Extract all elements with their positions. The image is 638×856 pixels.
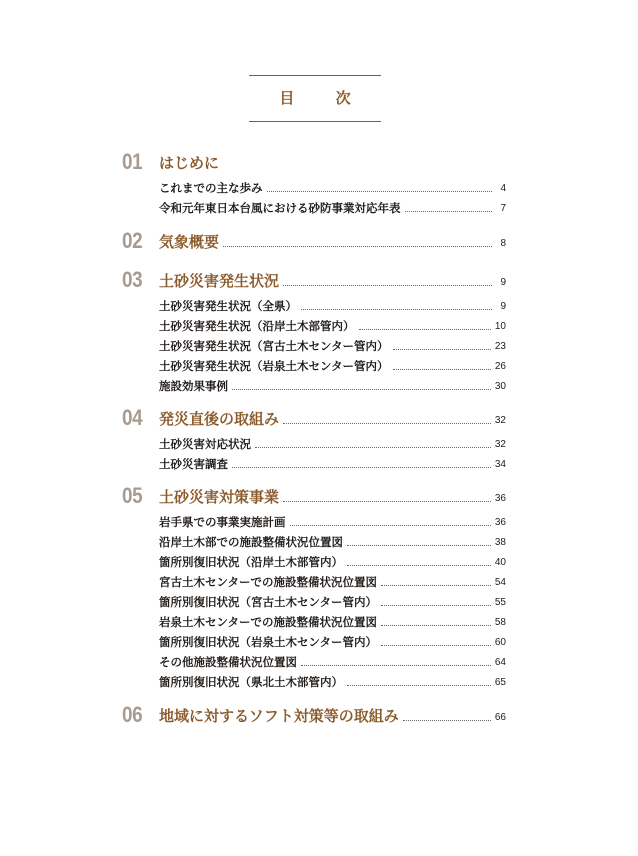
section-heading[interactable]	[159, 150, 269, 174]
toc-entry[interactable]	[159, 452, 506, 472]
entry-page: 23	[494, 341, 506, 352]
section-title: はじめに	[159, 154, 220, 172]
dot-leader	[283, 501, 491, 502]
section-heading[interactable]	[159, 268, 506, 292]
section-number: 04	[122, 405, 143, 430]
toc-entry[interactable]	[159, 630, 506, 650]
toc-entry[interactable]	[159, 510, 506, 530]
entry-title: 土砂災害対応状況	[159, 437, 251, 451]
dot-leader	[301, 309, 492, 310]
entry-title: 施設効果事例	[159, 379, 228, 393]
entry-page: 60	[494, 637, 506, 648]
section-page: 32	[494, 415, 506, 426]
section-title: 発災直後の取組み	[159, 410, 280, 428]
entry-title: 沿岸土木部での施設整備状況位置図	[159, 535, 343, 549]
entry-title: 宮古土木センターでの施設整備状況位置図	[159, 575, 378, 589]
entry-title: 令和元年東日本台風における砂防事業対応年表	[159, 201, 401, 215]
toc-entry[interactable]	[159, 176, 506, 196]
entry-title: 岩泉土木センターでの施設整備状況位置図	[159, 615, 378, 629]
section-title: 土砂災害対策事業	[159, 488, 280, 506]
toc-entry[interactable]	[159, 610, 506, 630]
entry-page: 36	[494, 517, 506, 528]
entry-title: 箇所別復旧状況（沿岸土木部管内）	[159, 555, 343, 569]
section-number: 06	[122, 702, 143, 727]
section-page: 9	[500, 277, 506, 288]
entry-title: その他施設整備状況位置図	[159, 655, 297, 669]
entry-page: 34	[494, 459, 506, 470]
section-number: 01	[122, 149, 143, 174]
dot-leader	[232, 467, 491, 468]
entry-title: 箇所別復旧状況（宮古土木センター管内）	[159, 595, 378, 609]
entry-page: 65	[494, 677, 506, 688]
section-number: 02	[122, 228, 143, 253]
dot-leader	[381, 605, 491, 606]
dot-leader	[381, 645, 491, 646]
toc-entry[interactable]	[159, 196, 506, 216]
section-title: 地域に対するソフト対策等の取組み	[159, 707, 399, 725]
entry-page: 7	[500, 203, 506, 214]
section-heading[interactable]	[159, 406, 506, 430]
toc-entry[interactable]	[159, 530, 506, 550]
section-heading[interactable]	[159, 703, 506, 727]
dot-leader	[381, 585, 491, 586]
dot-leader	[405, 211, 493, 212]
entry-page: 54	[494, 577, 506, 588]
entry-page: 64	[494, 657, 506, 668]
entry-title: 土砂災害発生状況（全県）	[159, 299, 297, 313]
section-page: 66	[494, 712, 506, 723]
dot-leader	[223, 246, 492, 247]
section-heading[interactable]	[159, 229, 506, 253]
section-heading[interactable]	[159, 484, 506, 508]
dot-leader	[347, 685, 491, 686]
toc-entry[interactable]	[159, 354, 506, 374]
entry-title: 土砂災害調査	[159, 457, 228, 471]
title-bottom-rule	[249, 121, 381, 122]
section-page: 8	[500, 238, 506, 249]
section-page: 36	[494, 493, 506, 504]
dot-leader	[347, 565, 491, 566]
title-top-rule	[249, 75, 381, 76]
entry-page: 30	[494, 381, 506, 392]
section-number: 03	[122, 267, 143, 292]
entry-title: 箇所別復旧状況（岩泉土木センター管内）	[159, 635, 378, 649]
entry-page: 38	[494, 537, 506, 548]
dot-leader	[283, 423, 491, 424]
entry-page: 32	[494, 439, 506, 450]
entry-title: 土砂災害発生状況（沿岸土木部管内）	[159, 319, 355, 333]
dot-leader	[301, 665, 491, 666]
section-title: 土砂災害発生状況	[159, 272, 280, 290]
dot-leader	[232, 389, 491, 390]
section-number: 05	[122, 483, 143, 508]
toc-entry[interactable]	[159, 314, 506, 334]
entry-page: 58	[494, 617, 506, 628]
toc-entry[interactable]	[159, 294, 506, 314]
entry-page: 26	[494, 361, 506, 372]
entry-title: これまでの主な歩み	[159, 181, 263, 195]
dot-leader	[267, 191, 493, 192]
dot-leader	[359, 329, 491, 330]
dot-leader	[283, 285, 492, 286]
entry-title: 岩手県での事業実施計画	[159, 515, 286, 529]
entry-page: 55	[494, 597, 506, 608]
entry-title: 土砂災害発生状況（宮古土木センター管内）	[159, 339, 389, 353]
entry-page: 10	[494, 321, 506, 332]
toc-entry[interactable]	[159, 374, 506, 394]
dot-leader	[347, 545, 491, 546]
toc-entry[interactable]	[159, 590, 506, 610]
dot-leader	[381, 625, 491, 626]
toc-entry[interactable]	[159, 650, 506, 670]
toc-entry[interactable]	[159, 570, 506, 590]
dot-leader	[393, 349, 491, 350]
toc-entry[interactable]	[159, 432, 506, 452]
toc-entry[interactable]	[159, 334, 506, 354]
dot-leader	[290, 525, 491, 526]
entry-page: 40	[494, 557, 506, 568]
toc-entry[interactable]	[159, 550, 506, 570]
dot-leader	[403, 720, 491, 721]
entry-page: 9	[500, 301, 506, 312]
entry-page: 4	[500, 183, 506, 194]
entry-title: 箇所別復旧状況（県北土木部管内）	[159, 675, 343, 689]
dot-leader	[393, 369, 491, 370]
dot-leader	[255, 447, 491, 448]
toc-title-block	[249, 75, 381, 122]
toc-title: 目 次	[279, 89, 369, 107]
section-title: 気象概要	[159, 233, 220, 251]
toc-entry[interactable]	[159, 670, 506, 690]
entry-title: 土砂災害発生状況（岩泉土木センター管内）	[159, 359, 389, 373]
